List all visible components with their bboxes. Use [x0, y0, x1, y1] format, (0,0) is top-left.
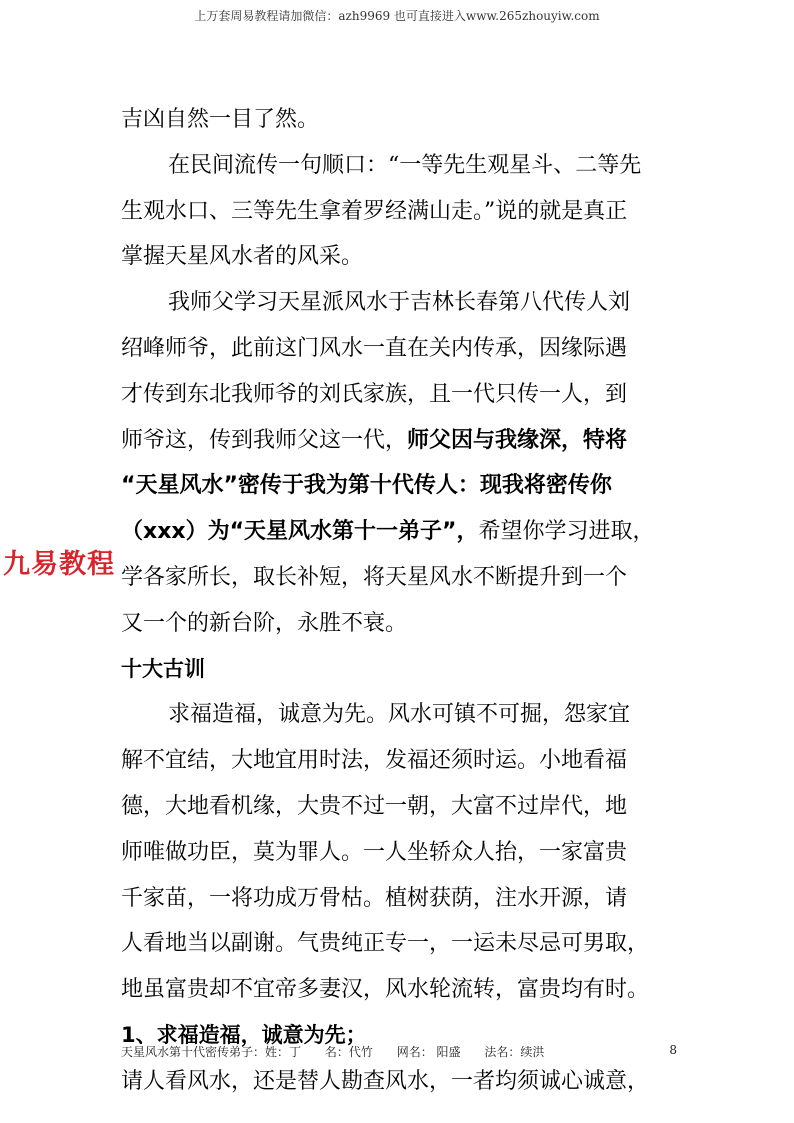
page-footer	[121, 1043, 677, 1060]
text-line: 学各家所长，取长补短，将天星风水不断提升到一个	[121, 564, 628, 590]
text-line: 地虽富贵却不宜帝多妻汉，风水轮流转，富贵均有时。	[121, 977, 650, 1003]
text-line: 请人看风水，还是替人勘查风水，一者均须诚心诚意，	[121, 1068, 650, 1094]
body-text	[121, 97, 677, 1105]
bold-text-span: （xxx）为“天星风水第十一弟子”，	[121, 519, 479, 545]
footer-given-name: 名：代竹	[324, 1045, 373, 1059]
bold-text-span: 师父因与我缘深，特将	[407, 427, 628, 453]
text-line: 又一个的新台阶，永胜不衰。	[121, 610, 408, 636]
page-number: 8	[669, 1043, 677, 1057]
text-span: 希望你学习进取，	[478, 519, 655, 545]
text-line: 德，大地看机缘，大贵不过一朝，大富不过岸代，地	[121, 793, 628, 819]
page-header: 上万套周易教程请加微信：azh9969 也可直接进入www.265zhouyiw.com	[194, 9, 600, 23]
footer-net-name: 网名： 阳盛	[396, 1045, 461, 1059]
footer-dharma-name: 法名：续洪	[484, 1045, 545, 1059]
text-line: 吉凶自然一目了然。	[121, 107, 320, 132]
section-heading: 1、求福造福，诚意为先；	[121, 1022, 367, 1047]
footer-disciple-surname: 天星风水第十代密传弟子：姓：丁	[121, 1045, 302, 1059]
text-span: 师爷这，传到我师父这一代，	[121, 427, 408, 453]
text-line: 解不宜结，大地宜用时法，发福还须时运。小地看福	[121, 748, 628, 774]
text-line	[121, 418, 677, 464]
text-line: 人看地当以副谢。气贵纯正专一，一运未尽忌可男取，	[121, 931, 650, 957]
text-line: 师唯做功臣，莫为罪人。一人坐轿众人抬，一家富贵	[121, 839, 628, 865]
text-line: 掌握天星风水者的风采。	[121, 244, 364, 270]
text-line: 生观水口、三等先生拿着罗经满山走。”说的就是真正	[121, 198, 628, 224]
bold-text-line: “天星风水”密传于我为第十代传人：现我将密传你	[121, 473, 612, 499]
text-line: 在民间流传一句顺口：“一等先生观星斗、二等先	[168, 152, 642, 178]
text-line: 我师父学习天星派风水于吉林长春第八代传人刘	[168, 290, 631, 316]
text-line: 千家苗，一将功成万骨枯。植树获荫，注水开源，请	[121, 885, 628, 911]
text-line: 求福造福，诚意为先。风水可镇不可掘，怨家宜	[168, 702, 631, 728]
text-line: 才传到东北我师爷的刘氏家族，且一代只传一人，到	[121, 381, 628, 407]
section-heading: 十大古训	[121, 656, 205, 681]
text-line: 绍峰师爷，此前这门风水一直在关内传承，因缘际遇	[121, 335, 628, 361]
text-line	[121, 509, 677, 555]
watermark-logo: 九易教程	[3, 549, 115, 580]
